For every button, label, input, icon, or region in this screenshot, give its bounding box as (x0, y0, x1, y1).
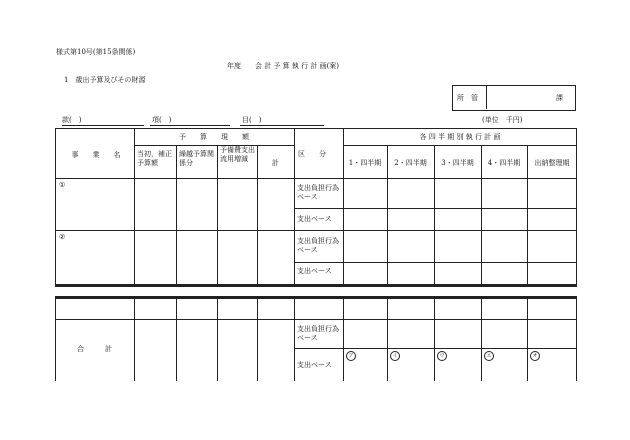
section-heading: 1 歳出予算及びその財源 (64, 76, 146, 84)
kan-field: 款( ) (62, 116, 82, 124)
office-label: 所 管 (457, 94, 478, 102)
row-mark-2: ② (59, 233, 66, 241)
row-mark-1: ① (59, 181, 66, 189)
col-q3: 3・四半期 (441, 159, 474, 167)
col-category: 区 分 (298, 150, 326, 158)
col-total: 計 (272, 159, 279, 167)
unit-note: (単位 千円) (482, 116, 523, 124)
mark-o: オ (530, 351, 540, 361)
row1-payment-basis: 支出ベース (297, 215, 332, 223)
total-payment-basis: 支出ベース (297, 361, 332, 369)
office-unit: 課 (556, 94, 563, 102)
kou-field: 項( ) (152, 116, 172, 124)
row1-burden-basis: 支出負担行為ベース (297, 184, 339, 201)
col-q1: 1・四半期 (348, 159, 382, 167)
budget-group-header: 予 算 現 額 (179, 133, 249, 141)
col-carryover: 繰越予算関係分 (179, 150, 214, 167)
mark-i: イ (390, 351, 400, 361)
col-q4: 4・四半期 (487, 159, 521, 167)
quarter-group-header: 各 四 半 期 別 執 行 計 画 (419, 133, 501, 141)
style-number: 様式第10号(第15条関係) (56, 48, 136, 56)
total-label: 合 計 (77, 345, 112, 353)
form-title: 年度 会 計 予 算 執 行 計 画(案) (227, 62, 340, 70)
mark-e: エ (484, 351, 494, 361)
mark-u: ウ (437, 351, 447, 361)
col-business-name: 事 業 名 (71, 151, 121, 159)
row2-burden-basis: 支出負担行為ベース (297, 237, 339, 254)
col-initial-budget: 当初，補正予算額 (137, 150, 172, 167)
col-q2: 2・四半期 (394, 159, 427, 167)
moku-field: 目( ) (242, 116, 262, 124)
mark-a: ア (346, 351, 356, 361)
col-closing-period: 出納整理期 (534, 159, 570, 167)
total-burden-basis: 支出負担行為ベース (297, 325, 339, 342)
row2-payment-basis: 支出ベース (297, 267, 332, 275)
col-reserve-diversion: 予備費支出流用増減 (220, 146, 255, 163)
